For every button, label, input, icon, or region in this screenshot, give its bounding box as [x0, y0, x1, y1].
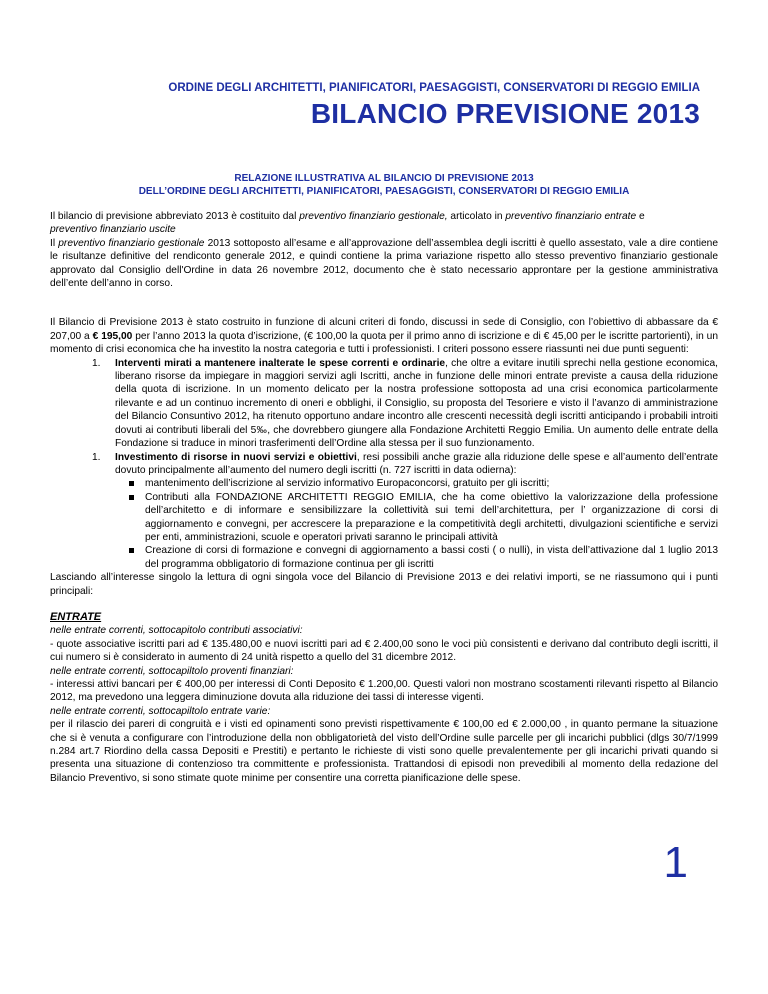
subchapter-heading: nelle entrate correnti, sottocapiltolo proventi finanziari: — [50, 665, 294, 677]
text-run: Il bilancio di previsione abbreviato 2013 è costituito dal — [50, 211, 300, 222]
text-run: , che oltre a evitare inutili sprechi nella gestione economica, liberano risorse da impiegare in maggiori servizi agli Iscritti, anche in funzione delle minori entrate previste a causa della riduzione della quota di iscrizione. In un momento delicato per la nostra professione sottoposta ad una crisi economica particolarmente rilevante e ad un continuo incremento di oneri e obblighi, il Consiglio, su proposta del Tesoriere e visto il l’avanzo di amministrazione del Bilancio Consuntivo 2012, ha ritenuto opportuno andare incontro alle crescenti necessità degli iscritti anticipando i probabili introiti dovuti ai contributi liberali del 5‰, che dovrebbero giungere alla Fondazione Architetti Reggio Emilia. Un aumento delle entrate della Fondazione si traduce in minori trasferimenti dell’Ordine alla stessa per il suo funzionamento. — [115, 357, 719, 450]
organization-header: ORDINE DEGLI ARCHITETTI, PIANIFICATORI, PAESAGGISTI, CONSERVATORI DI REGGIO EMILIA — [168, 82, 700, 94]
intro-paragraph-2 — [50, 237, 718, 291]
square-bullet-icon — [129, 495, 134, 500]
text-run: Il Bilancio di Previsione 2013 è stato costruito in funzione di alcuni criteri di fondo, discussi in sede di Consiglio, con l’obiettivo di abbassare da € 207,00 a — [50, 317, 718, 342]
list-item — [50, 357, 718, 451]
text-run: preventivo finanziario gestionale, — [299, 211, 448, 222]
text-run: Investimento di risorse in nuovi servizi e obiettivi — [115, 451, 357, 463]
square-bullet-icon — [129, 481, 134, 486]
section-heading-entrate: ENTRATE — [50, 610, 102, 623]
text-run: mantenimento dell’iscrizione al servizio informativo Europaconcorsi, gratuito per gli iscritti; — [145, 478, 550, 490]
entrate-paragraph: - quote associative iscritti pari ad € 135.480,00 e nuovi iscritti pari ad € 2.400,00 sono le voci più consistenti e derivano dal contributo degli iscritti, il cui numero si è considerato in aumento di 24 unità rispetto a quello del 31 dicembre 2012. — [50, 638, 718, 664]
bullet-item — [50, 544, 718, 571]
criteria-paragraph — [50, 316, 718, 356]
entrate-paragraph: per il rilascio dei pareri di congruità e i visti ed opinamenti sono previsti rispettivamente € 100,00 ed € 2.000,00 , in quanto permane la situazione che si è venuta a configurare con l’introduzione della non obbligatorietà del visto dell’Ordine sulle parcelle per gli incarichi pubblici (dlgs 30/7/1999 n.284 art.7 Riordino della cassa Depositi e Prestiti) e pertanto le richieste di visti sono quelle prevalentemente per gli incarichi privati quando si presenta una situazione di contenzioso tra committente e professionista. Trattandosi di episodi non prevedibili al momento della redazione del Bilancio Preventivo, si sono stimate quote minime per consentire una corretta pianificazione delle spese. — [50, 719, 718, 784]
entrate-paragraph: - interessi attivi bancari per € 400,00 per interessi di Conti Deposito € 1.200,00. Questi valori non mostrano scostamenti rilevanti rispetto al Bilancio 2012, ma prevedono una leggera diminuzione dovuta alla riduzione dei tassi di interesse vigenti. — [50, 679, 718, 704]
page-number: 1 — [663, 838, 688, 887]
subtitle-line-1: RELAZIONE ILLUSTRATIVA AL BILANCIO DI PREVISIONE 2013 — [234, 173, 534, 184]
subtitle-line-2: DELL’ORDINE DEGLI ARCHITETTI, PIANIFICATORI, PAESAGGISTI, CONSERVATORI DI REGGIO EMILIA — [138, 186, 630, 197]
text-run: 2013 sottoposto all’esame e all’approvazione dell’assemblea degli iscritti è quello assestato, vale a dire contiene le risultanze definitive del rendiconto generale 2012, e quindi contiene la prima variazione rispetto allo stesso preventivo finanziario gestionale approvato dal Consiglio dell'Ordine in data 26 novembre 2012, documento che è stato necessario approntare per la gestione amministrativa dell’ente dell’anno in corso. — [50, 237, 719, 290]
body-text — [50, 210, 718, 785]
text-run: Il — [50, 237, 59, 249]
text-run: preventivo finanziario entrate — [505, 211, 637, 222]
intro-paragraph-1 — [50, 210, 718, 237]
subchapter-heading: nelle entrate correnti, sottocapitolo contributi associativi: — [50, 625, 303, 637]
closing-paragraph: Lasciando all’interesse singolo la lettura di ogni singola voce del Bilancio di Previsione 2013 e dei relativi importi, se ne riassumono qui i punti principali: — [50, 572, 718, 597]
text-run: , resi possibili anche grazie alla riduzione delle spese e all’aumento dell’entrate dovuto principalmente all’aumento del numero degli iscritti (n. 727 iscritti in data odierna): — [115, 451, 718, 476]
text-run: preventivo finanziario uscite — [50, 224, 176, 236]
bullet-item — [50, 491, 718, 545]
text-run: € 195,00 — [92, 330, 133, 342]
square-bullet-icon — [129, 548, 134, 553]
text-run: articolato in — [447, 211, 506, 222]
text-run: Interventi mirati a mantenere inalterate le spese correnti e ordinarie — [115, 357, 446, 369]
text-run: preventivo finanziario gestionale — [58, 237, 205, 249]
subchapter-heading: nelle entrate correnti, sottocapiltolo entrate varie: — [50, 705, 271, 717]
list-number: 1. — [92, 451, 101, 463]
list-number: 1. — [92, 357, 101, 369]
report-subtitle — [50, 172, 718, 198]
page-title: BILANCIO PREVISIONE 2013 — [310, 98, 700, 129]
text-run: e — [636, 211, 645, 222]
bullet-item — [50, 477, 718, 490]
text-run: Contributi alla FONDAZIONE ARCHITETTI REGGIO EMILIA, che ha come obiettivo la valorizzazione della professione dell’architetto e di informare e sensibilizzare la collettività sui temi dell’architettura, per l’ organizzazione di corsi di aggiornamento e convegni, per accrescere la preparazione e la competitività degli architetti, divulgazioni scientifiche e servizi per enti, amministrazioni, scuole e operatori privati saranno le principali attività — [145, 491, 718, 543]
text-run: Creazione di corsi di formazione e convegni di aggiornamento a bassi costi ( o nulli), in vista dell’attivazione dal 1 luglio 2013 del programma obbligatorio di formazione continua per gli iscritti — [145, 545, 718, 570]
list-item — [50, 451, 718, 478]
text-run: per l’anno 2013 la quota d’iscrizione, (€ 100,00 la quota per il primo anno di iscrizione e di € 45,00 per le iscritte partorienti), in un momento di crisi economica che ha investito la nostra categoria e tutti i professionisti. I criteri possono essere riassunti nei due punti seguenti: — [50, 330, 718, 356]
